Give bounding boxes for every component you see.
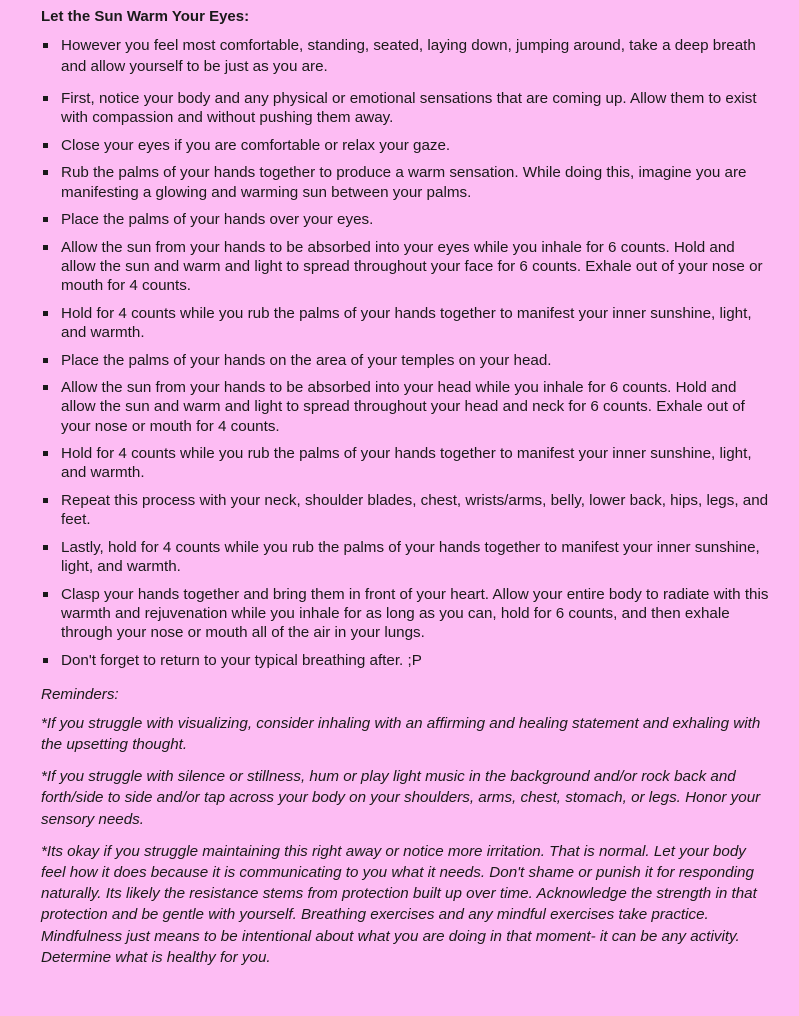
step-text: Lastly, hold for 4 counts while you rub the palms of your hands together to manifest your inner sunshine, light, and warmth. <box>61 538 760 575</box>
square-bullet-icon <box>43 245 48 250</box>
step-text: Place the palms of your hands on the area of your temples on your head. <box>61 351 552 369</box>
square-bullet-icon <box>43 592 48 597</box>
list-item <box>41 210 769 229</box>
step-text: However you feel most comfortable, standing, seated, laying down, jumping around, take a deep breath and allow yourself to be just as you are. <box>61 37 756 75</box>
list-item <box>41 36 769 77</box>
reminder-note: *If you struggle with visualizing, consider inhaling with an affirming and healing statement and exhaling with the upsetting thought. <box>41 715 761 754</box>
list-item <box>41 163 769 201</box>
reminders-heading: Reminders: <box>41 685 119 703</box>
square-bullet-icon <box>43 385 48 390</box>
reminders-section <box>41 684 769 969</box>
list-item <box>41 304 769 342</box>
square-bullet-icon <box>43 451 48 456</box>
square-bullet-icon <box>43 358 48 363</box>
square-bullet-icon <box>43 143 48 148</box>
square-bullet-icon <box>43 658 48 663</box>
step-text: First, notice your body and any physical or emotional sensations that are coming up. Allow them to exist with compassion and without pushing them away. <box>61 90 757 127</box>
reminder-note: *If you struggle with silence or stillness, hum or play light music in the background and/or rock back and forth/side to side and/or tap across your body on your shoulders, arms, chest, stomach, or legs. Honor your sensory needs. <box>41 768 761 828</box>
square-bullet-icon <box>43 217 48 222</box>
reminder-note: *Its okay if you struggle maintaining this right away or notice more irritation. That is normal. Let your body feel how it does because it is communicating to you what it needs. Don't shame or punish it for responding naturally. Its likely the resistance stems from protection built up over time. Acknowledge the strength in that protection and be gentle with yourself. Breathing exercises and any mindful exercises take practice. Mindfulness just means to be intentional about what you are doing in that moment- it can be any activity. Determine what is healthy for you. <box>41 842 757 967</box>
list-item <box>41 238 769 296</box>
square-bullet-icon <box>43 170 48 175</box>
section-title: Let the Sun Warm Your Eyes: <box>41 8 250 25</box>
square-bullet-icon <box>43 311 48 316</box>
square-bullet-icon <box>43 498 48 503</box>
step-text: Allow the sun from your hands to be absorbed into your head while you inhale for 6 counts. Hold and allow the sun and warm and light to spread throughout your head and neck for 6 counts. Exhale out of your nose or mouth for 4 counts. <box>61 379 745 435</box>
square-bullet-icon <box>43 96 48 101</box>
step-text: Clasp your hands together and bring them in front of your heart. Allow your entire body to radiate with this warmth and rejuvenation while you inhale for as long as you can, hold for 6 counts, and then exhale through your nose or mouth all of the air in your lungs. <box>61 585 769 641</box>
step-text: Place the palms of your hands over your eyes. <box>61 211 374 229</box>
list-item <box>41 351 769 370</box>
list-item <box>41 444 769 482</box>
list-item <box>41 491 769 529</box>
list-item <box>41 538 769 576</box>
step-text: Hold for 4 counts while you rub the palms of your hands together to manifest your inner sunshine, light, and warmth. <box>61 445 752 482</box>
square-bullet-icon <box>43 545 48 550</box>
steps-list <box>41 36 769 670</box>
step-text: Allow the sun from your hands to be absorbed into your eyes while you inhale for 6 counts. Hold and allow the sun and warm and light to spread throughout your face for 6 counts. Exhale out of your nose or mouth for 4 counts. <box>61 238 763 295</box>
list-item <box>41 378 769 436</box>
step-text: Don't forget to return to your typical breathing after. ;P <box>61 651 422 669</box>
step-text: Repeat this process with your neck, shoulder blades, chest, wrists/arms, belly, lower back, hips, legs, and feet. <box>61 491 769 529</box>
step-text: Hold for 4 counts while you rub the palms of your hands together to manifest your inner sunshine, light, and warmth. <box>61 304 752 341</box>
step-text: Close your eyes if you are comfortable or relax your gaze. <box>61 136 451 154</box>
list-item <box>41 89 769 127</box>
square-bullet-icon <box>43 43 48 48</box>
list-item <box>41 651 769 670</box>
list-item <box>41 136 769 155</box>
list-item <box>41 585 769 643</box>
step-text: Rub the palms of your hands together to produce a warm sensation. While doing this, imagine you are manifesting a glowing and warming sun between your palms. <box>61 164 747 201</box>
